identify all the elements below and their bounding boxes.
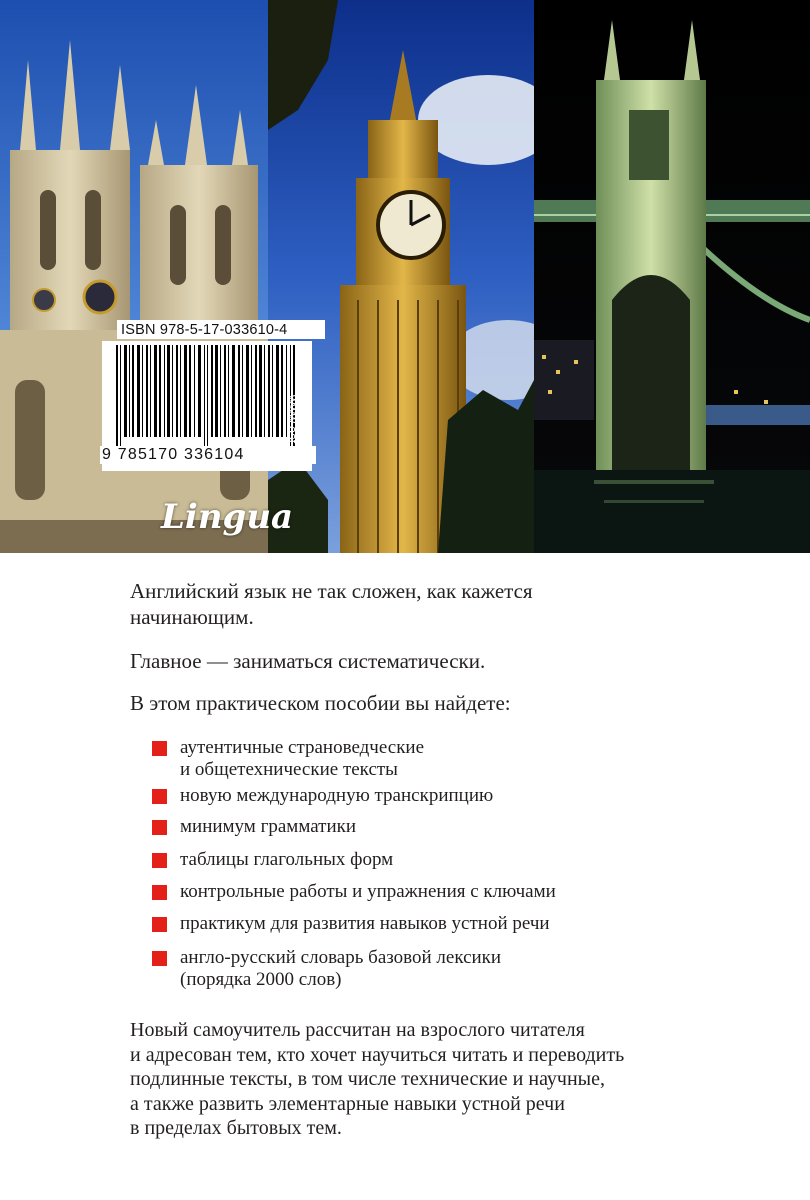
bullet-square-icon xyxy=(152,853,167,868)
bullet-square-icon xyxy=(152,741,167,756)
intro-paragraph-1: Английский язык не так сложен, как кажется начинающим. xyxy=(130,579,533,629)
bullet-square-icon xyxy=(152,917,167,932)
isbn-label: ISBN 978-5-17-033610-4 xyxy=(117,320,325,339)
barcode-digits: 9 785170 336104 xyxy=(100,446,316,464)
list-item: аутентичные страноведческие и общетехнические тексты xyxy=(152,737,712,781)
publisher-website: www.ast.ru xyxy=(285,395,300,459)
list-item: англо-русский словарь базовой лексики (порядка 2000 слов) xyxy=(152,947,712,991)
list-item: таблицы глагольных форм xyxy=(152,849,712,871)
description-paragraph: Новый самоучитель рассчитан на взрослого читателя и адресован тем, кто хочет научиться читать и переводить подлинные тексты, в том числе технические и научные, а также развить элементарные навыки устной речи в пределах бытовых тем. xyxy=(130,1019,625,1139)
bullet-square-icon xyxy=(152,951,167,966)
brand-logo: Lingua xyxy=(161,497,294,537)
intro-paragraph-2: Главное — заниматься систематически. xyxy=(130,649,486,673)
list-item: новую международную транскрипцию xyxy=(152,785,712,807)
photo-tower-bridge xyxy=(534,0,810,553)
back-cover-text xyxy=(0,553,810,1200)
list-item: контрольные работы и упражнения с ключами xyxy=(152,881,712,903)
bullet-square-icon xyxy=(152,885,167,900)
barcode-bars xyxy=(102,341,312,446)
list-item: минимум грамматики xyxy=(152,816,712,838)
bullet-square-icon xyxy=(152,820,167,835)
intro-paragraph-3: В этом практическом пособии вы найдете: xyxy=(130,691,511,715)
list-item: практикум для развития навыков устной речи xyxy=(152,913,712,935)
bullet-square-icon xyxy=(152,789,167,804)
